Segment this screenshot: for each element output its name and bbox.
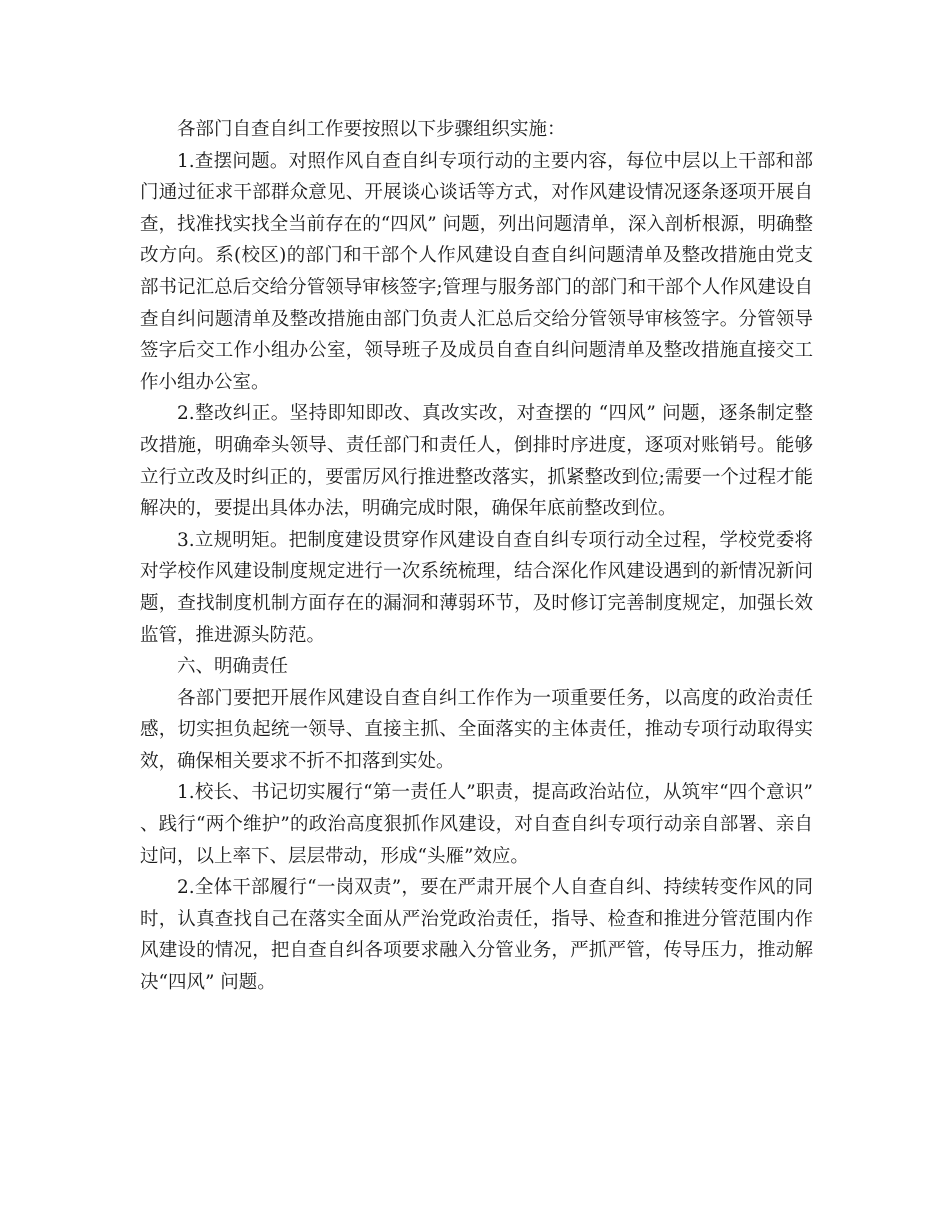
step-1-paragraph: 1.查摆问题。对照作风自查自纠专项行动的主要内容，每位中层以上干部和部门通过征求干部群众意见、开展谈心谈话等方式，对作风建设情况逐条逐项开展自查，找准找实找全当前存在的“四风” 问题，列出问题清单，深入剖析根源，明确整改方向。系(校区)的部门和干部个人作风建设自查自纠问题清单及整改措施由党支部书记汇总后交给分管领导审核签字;管理与服务部门的部门和干部个人作风建设自查自纠问题清单及整改措施由部门负责人汇总后交给分管领导审核签字。分管领导签字后交工作小组办公室，领导班子及成员自查自纠问题清单及整改措施直接交工作小组办公室。 <box>140 150 813 393</box>
section-heading: 六、明确责任 <box>177 656 289 678</box>
responsibility-item-1: 1.校长、书记切实履行“第一责任人”职责，提高政治站位，从筑牢“四个意识”、践行“两个维护”的政治高度狠抓作风建设，对自查自纠专项行动亲自部署、亲自过问，以上率下、层层带动，形成“头雁”效应。 <box>140 782 813 867</box>
intro-paragraph: 各部门自查自纠工作要按照以下步骤组织实施： <box>177 119 566 140</box>
step-2-paragraph: 2.整改纠正。坚持即知即改、真改实改，对查摆的 “四风” 问题，逐条制定整改措施，明确牵头领导、责任部门和责任人，倒排时序进度，逐项对账销号。能够立行立改及时纠正的，要雷厉风行推进整改落实，抓紧整改到位;需要一个过程才能解决的，要提出具体办法，明确完成时限，确保年底前整改到位。 <box>140 403 813 520</box>
document-body <box>140 114 813 999</box>
responsibility-paragraph: 各部门要把开展作风建设自查自纠工作作为一项重要任务，以高度的政治责任感，切实担负起统一领导、直接主抓、全面落实的主体责任，推动专项行动取得实效，确保相关要求不折不扣落到实处。 <box>140 687 813 772</box>
step-3-paragraph: 3.立规明矩。把制度建设贯穿作风建设自查自纠专项行动全过程，学校党委将对学校作风建设制度规定进行一次系统梳理，结合深化作风建设遇到的新情况新问题，查找制度机制方面存在的漏洞和薄弱环节，及时修订完善制度规定，加强长效监管，推进源头防范。 <box>140 529 813 646</box>
responsibility-item-2: 2.全体干部履行“一岗双责”，要在严肃开展个人自查自纠、持续转变作风的同时，认真查找自己在落实全面从严治党政治责任，指导、检查和推进分管范围内作风建设的情况，把自查自纠各项要求融入分管业务，严抓严管，传导压力，推动解决“四风” 问题。 <box>140 877 813 994</box>
